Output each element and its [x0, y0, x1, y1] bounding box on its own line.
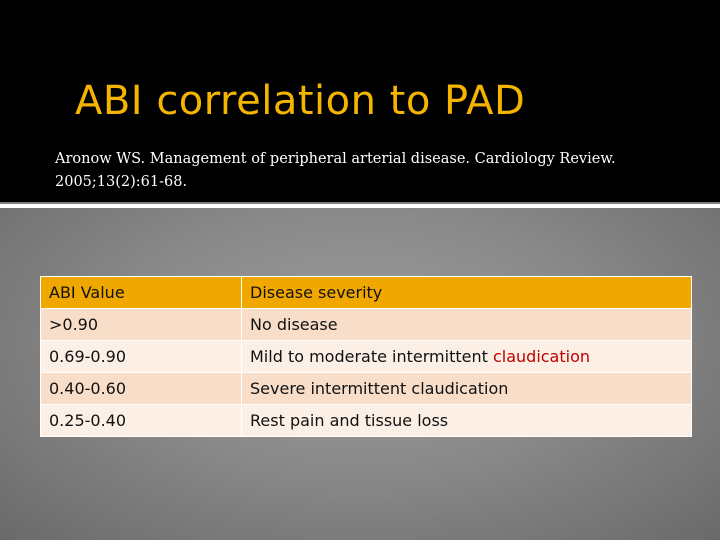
table-row [41, 373, 692, 405]
header-disease-severity: Disease severity [242, 277, 692, 309]
table-header-row [41, 277, 692, 309]
abi-value-cell: 0.25-0.40 [41, 405, 242, 437]
severity-cell: Rest pain and tissue loss [242, 405, 692, 437]
citation-line-1: Aronow WS. Management of peripheral arterial disease. Cardiology Review. [55, 151, 616, 167]
severity-cell: Severe intermittent claudication [242, 373, 692, 405]
severity-highlight: claudication [492, 347, 591, 366]
severity-cell: No disease [242, 309, 692, 341]
abi-value-cell: >0.90 [41, 309, 242, 341]
table-row [41, 309, 692, 341]
table-row [41, 405, 692, 437]
header-abi-value: ABI Value [41, 277, 242, 309]
citation [55, 148, 655, 194]
abi-value-cell: 0.40-0.60 [41, 373, 242, 405]
severity-cell [242, 341, 692, 373]
severity-text: Mild to moderate intermittent [250, 347, 493, 366]
abi-value-cell: 0.69-0.90 [41, 341, 242, 373]
citation-line-2: 2005;13(2):61-68. [55, 174, 188, 190]
slide-title: ABI correlation to PAD [75, 78, 526, 124]
abi-table [40, 276, 692, 437]
table-row [41, 341, 692, 373]
title-band [0, 0, 720, 202]
